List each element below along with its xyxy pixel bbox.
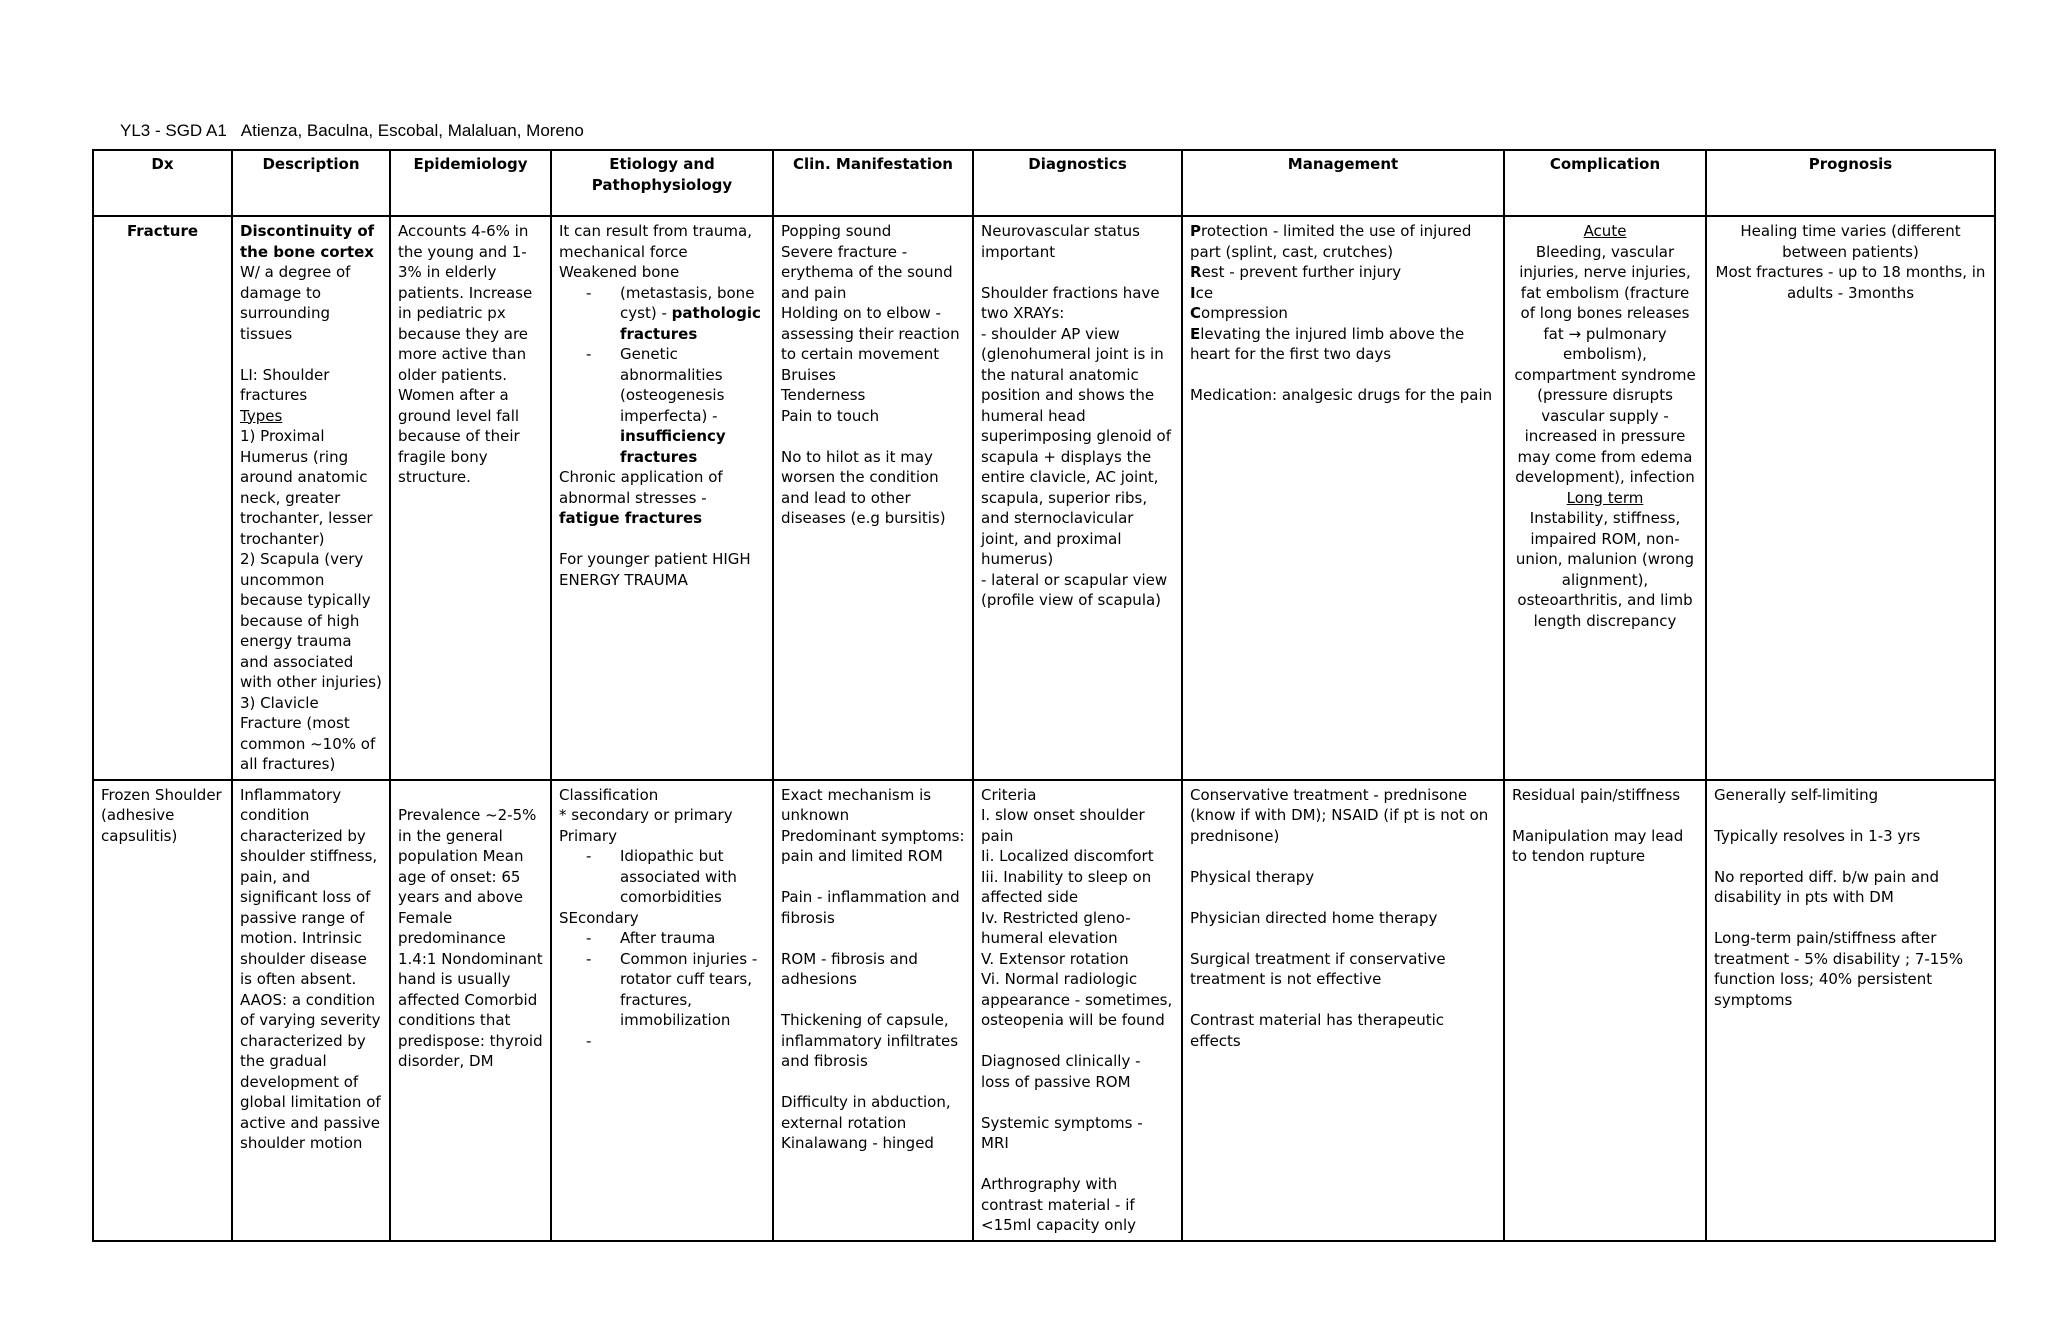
cell-text: ROM - fibrosis and adhesions	[781, 949, 918, 988]
list-item	[559, 344, 765, 467]
cell-text: Systemic symptoms - MRI	[981, 1113, 1143, 1152]
prognosis-cell	[1706, 216, 1995, 780]
cell-text: Bleeding, vascular injuries, nerve injuries, fat embolism (fracture of long bones releases fat → pulmonary embolism), compartment syndrome (pressure disrupts vascular supply - increased in pressure may come from edema development), infection	[1514, 242, 1696, 486]
cell-text: (metastasis, bone cyst) -	[620, 283, 755, 322]
dash-bullet: -	[586, 345, 592, 363]
cell-text: - lateral or scapular view (profile view of scapula)	[981, 570, 1168, 609]
dash-bullet: -	[586, 949, 592, 968]
cell-text: rotection - limited the use of injured part (splint, cast, crutches)	[1190, 222, 1472, 261]
cell-text: Acute	[1583, 222, 1627, 240]
cell-text: Holding on to elbow - assessing their reaction to certain movement	[781, 304, 960, 363]
complication-cell	[1504, 780, 1706, 1241]
cell-text: Criteria	[981, 785, 1037, 804]
cell-text: I	[1190, 283, 1196, 302]
cell-text: Medication: analgesic drugs for the pain	[1190, 386, 1493, 404]
col-header-etiology: Etiology and Pathophysiology	[551, 150, 773, 216]
cell-text: No reported diff. b/w pain and disability in pts with DM	[1714, 867, 1940, 906]
cell-text: Surgical treatment if conservative treatment is not effective	[1190, 949, 1446, 988]
col-header-prognosis: Prognosis	[1706, 150, 1995, 216]
table-row	[93, 216, 1995, 780]
cell-text: Kinalawang - hinged	[781, 1134, 934, 1152]
cell-text: V. Extensor rotation	[981, 949, 1129, 968]
cell-text: Generally self-limiting	[1714, 785, 1879, 804]
clin-manifestation-cell	[773, 780, 973, 1241]
col-header-complication: Complication	[1504, 150, 1706, 216]
cell-text: Ii. Localized discomfort	[981, 847, 1154, 865]
description-cell: Inflammatory condition characterized by shoulder stiffness, pain, and significant loss of passive range of motion. Intrinsic shoulder disease is often absent. AAOS: a condition of varying severity characterized by the gradual development of global limitation of active and passive shoulder motion	[232, 780, 390, 1241]
cell-text: Weakened bone	[559, 263, 680, 281]
cell-text: Prevalence ~2-5% in the general population Mean age of onset: 65 years and above Female predominance 1.4:1 Nondominant hand is usually affected Comorbid conditions that predispose: thyroid disorder, DM	[398, 806, 543, 1070]
col-header-description: Description	[232, 150, 390, 216]
document-header	[120, 121, 584, 141]
cell-text: Discontinuity of the bone cortex	[240, 222, 375, 261]
cell-text: Bruises	[781, 365, 836, 384]
cell-text: Exact mechanism is unknown	[781, 785, 932, 824]
epidemiology-cell	[390, 780, 551, 1241]
cell-text: Conservative treatment - prednisone (know if with DM); NSAID (if pt is not on prednisone)	[1190, 785, 1489, 845]
cell-text: levating the injured limb above the heart for the first two days	[1190, 324, 1465, 363]
dx-cell: Frozen Shoulder (adhesive capsulitis)	[93, 780, 232, 1241]
cell-text: insufficiency fractures	[620, 427, 726, 466]
col-header-epidemiology: Epidemiology	[390, 150, 551, 216]
disease-table	[92, 149, 1996, 1242]
cell-text: Pain to touch	[781, 406, 880, 425]
cell-text: Arthrography with contrast material - if <15ml capacity only	[981, 1175, 1137, 1234]
clin-manifestation-cell	[773, 216, 973, 780]
epidemiology-cell: Accounts 4-6% in the young and 1-3% in elderly patients. Increase in pediatric px because they are more active than older patients. Women after a ground level fall because of their fragile bony structure.	[390, 216, 551, 780]
cell-text: E	[1190, 324, 1201, 343]
list-item	[559, 949, 765, 1031]
list-item	[559, 928, 765, 949]
col-header-dx: Dx	[93, 150, 232, 216]
cell-text: Most fractures - up to 18 months, in adults - 3months	[1715, 263, 1986, 302]
cell-text: Popping sound	[781, 222, 892, 240]
cell-text: Manipulation may lead to tendon rupture	[1512, 826, 1684, 865]
cell-text: R	[1190, 263, 1202, 281]
prognosis-cell	[1706, 780, 1995, 1241]
cell-text: Classification	[559, 785, 659, 804]
dash-bullet: -	[586, 929, 592, 947]
cell-text: P	[1190, 222, 1201, 240]
list-item	[559, 283, 765, 345]
cell-text: 1) Proximal Humerus (ring around anatomic neck, greater trochanter, lesser trochanter)	[240, 427, 373, 548]
cell-text: Iv. Restricted gleno-humeral elevation	[981, 908, 1131, 947]
cell-text: Shoulder fractions have two XRAYs:	[981, 283, 1160, 322]
cell-text: Difficulty in abduction, external rotation	[781, 1093, 951, 1132]
cell-text: Physical therapy	[1190, 867, 1315, 886]
cell-text: LI: Shoulder fractures	[240, 365, 330, 404]
cell-text: Primary	[559, 826, 617, 845]
cell-text: SEcondary	[559, 908, 639, 927]
cell-text: Long-term pain/stiffness after treatment - 5% disability ; 7-15% function loss; 40% persistent symptoms	[1714, 929, 1964, 1009]
cell-text: Contrast material has therapeutic effects	[1190, 1011, 1445, 1050]
cell-text: Chronic application of abnormal stresses -	[559, 468, 723, 507]
cell-text: ce	[1195, 283, 1214, 302]
diagnostics-cell	[973, 780, 1182, 1241]
cell-text: 2) Scapula (very uncommon because typically because of high energy trauma and associated with other injuries)	[240, 550, 382, 691]
list-item	[559, 1031, 765, 1052]
cell-text: Tenderness	[781, 386, 866, 404]
cell-text: Severe fracture - erythema of the sound and pain	[781, 242, 953, 302]
cell-text: Pain - inflammation and fibrosis	[781, 888, 960, 927]
cell-text: Diagnosed clinically - loss of passive ROM	[981, 1052, 1141, 1091]
cell-text: C	[1190, 304, 1202, 322]
cell-text: I. slow onset shoulder pain	[981, 806, 1145, 845]
cell-text: W/ a degree of damage to surrounding tissues	[240, 263, 351, 343]
col-header-clin-manifestation: Clin. Manifestation	[773, 150, 973, 216]
complication-cell	[1504, 216, 1706, 780]
cell-text: - shoulder AP view (glenohumeral joint is in the natural anatomic position and shows the humeral head superimposing glenoid of scapula + displays the entire clavicle, AC joint, scapula, superior ribs, and sternoclavicular joint, and proximal humerus)	[981, 324, 1172, 568]
cell-text: fatigue fractures	[559, 509, 703, 527]
cell-text: It can result from trauma, mechanical force	[559, 222, 752, 261]
cell-text: For younger patient HIGH ENERGY TRAUMA	[559, 550, 751, 589]
header-row	[93, 150, 1995, 216]
management-cell	[1182, 780, 1504, 1241]
etiology-cell	[551, 216, 773, 780]
cell-text: Thickening of capsule, inflammatory infiltrates and fibrosis	[781, 1011, 959, 1070]
cell-text: Iii. Inability to sleep on affected side	[981, 867, 1152, 906]
cell-text: Types	[240, 406, 283, 425]
cell-text: Instability, stiffness, impaired ROM, non-union, malunion (wrong alignment), osteoarthritis, and limb length discrepancy	[1515, 509, 1695, 630]
cell-text: Typically resolves in 1-3 yrs	[1714, 826, 1921, 845]
etiology-cell	[551, 780, 773, 1241]
group-members: Atienza, Baculna, Escobal, Malaluan, Moreno	[240, 121, 584, 140]
cell-text: Residual pain/stiffness	[1512, 785, 1681, 804]
cell-text: After trauma	[620, 929, 716, 947]
dx-cell: Fracture	[93, 216, 232, 780]
cell-text: Healing time varies (different between patients)	[1740, 222, 1961, 261]
description-cell	[232, 216, 390, 780]
diagnostics-cell	[973, 216, 1182, 780]
cell-text: ompression	[1201, 304, 1288, 322]
dash-bullet: -	[586, 1031, 592, 1050]
cell-text: Long term	[1566, 488, 1644, 507]
cell-text: Neurovascular status important	[981, 222, 1140, 261]
col-header-diagnostics: Diagnostics	[973, 150, 1182, 216]
cell-text: pathologic fractures	[620, 304, 761, 343]
cell-text: Genetic abnormalities (osteogenesis imperfecta) -	[620, 345, 725, 425]
list-item	[559, 846, 765, 908]
cell-text: Predominant symptoms: pain and limited ROM	[781, 826, 965, 865]
dash-bullet: -	[586, 847, 592, 865]
management-cell	[1182, 216, 1504, 780]
cell-text: Physician directed home therapy	[1190, 908, 1438, 927]
table-row	[93, 780, 1995, 1241]
cell-text: No to hilot as it may worsen the condition and lead to other diseases (e.g bursitis)	[781, 447, 946, 527]
cell-text: Common injuries - rotator cuff tears, fractures, immobilization	[620, 949, 758, 1029]
cell-text: * secondary or primary	[559, 806, 733, 824]
col-header-management: Management	[1182, 150, 1504, 216]
cell-text: Idiopathic but associated with comorbidities	[620, 847, 737, 906]
dash-bullet: -	[586, 283, 592, 302]
cell-text: Vi. Normal radiologic appearance - sometimes, osteopenia will be found	[981, 970, 1173, 1029]
course-label: YL3 - SGD A1	[120, 121, 227, 140]
cell-text: est - prevent further injury	[1201, 263, 1402, 281]
cell-text: 3) Clavicle Fracture (most common ~10% of all fractures)	[240, 693, 376, 773]
